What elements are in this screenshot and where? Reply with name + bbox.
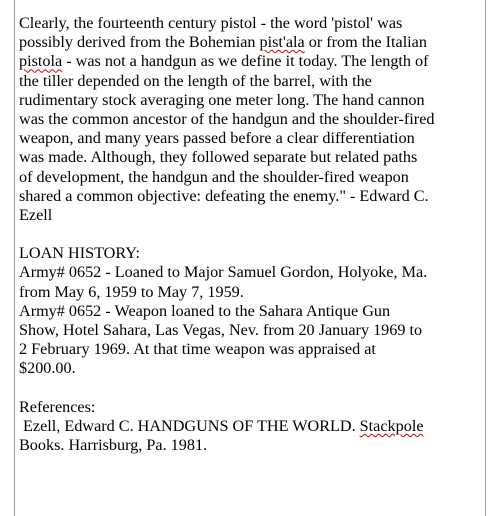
quote-line-7: weapon, and many years passed before a clear differentiation	[19, 129, 415, 148]
quote-line-5: rudimentary stock averaging one meter long. The hand cannon	[19, 90, 425, 109]
loan-history-line: from May 6, 1959 to May 7, 1959.	[19, 282, 244, 301]
quote-line-8: was made. Although, they followed separate but related paths	[19, 148, 418, 167]
spelling-flagged-word[interactable]: pist'ala	[259, 33, 305, 52]
blank-line	[19, 379, 489, 398]
quote-line-6: was the common ancestor of the handgun and the shoulder-fired	[19, 109, 435, 128]
spelling-flagged-word[interactable]: pistola	[19, 52, 63, 71]
reference-text: Ezell, Edward C. HANDGUNS OF THE WORLD.	[19, 416, 360, 435]
references-heading: References:	[19, 397, 96, 416]
blank-line	[19, 225, 489, 244]
reference-line-2: Books. Harrisburg, Pa. 1981.	[19, 436, 208, 455]
quote-line-2	[19, 33, 489, 52]
loan-history-line: Show, Hotel Sahara, Las Vegas, Nev. from 20 January 1969 to	[19, 321, 423, 339]
loan-history-line: Army# 0652 - Weapon loaned to the Sahara Antique Gun	[19, 301, 391, 320]
quote-line-2-tail: or from the Italian	[308, 33, 427, 52]
loan-history-line: Army# 0652 - Loaned to Major Samuel Gordon, Holyoke, Ma.	[19, 263, 428, 282]
document-page	[14, 0, 486, 516]
quote-line-1: Clearly, the fourteenth century pistol - the word 'pistol' was	[19, 14, 403, 32]
document-text	[19, 14, 489, 455]
loan-history-heading: LOAN HISTORY:	[19, 244, 140, 263]
reference-line-1	[19, 417, 489, 436]
quote-line-4: the tiller depended on the length of the barrel, with the	[19, 71, 372, 90]
quote-line-9: of development, the handgun and the shoulder-fired weapon	[19, 167, 409, 186]
spelling-flagged-word[interactable]: Stackpole	[359, 416, 424, 435]
quote-line-3	[19, 52, 489, 71]
quote-line-10: shared a common objective: defeating the enemy." - Edward C.	[19, 186, 429, 205]
quote-line-11: Ezell	[19, 205, 53, 224]
quote-line-2-text: possibly derived from the Bohemian	[19, 33, 260, 52]
loan-history-line: $200.00.	[19, 359, 76, 378]
quote-line-3-text: - was not a handgun as we define it today. The length of	[62, 52, 429, 71]
loan-history-line: 2 February 1969. At that time weapon was appraised at	[19, 340, 376, 359]
